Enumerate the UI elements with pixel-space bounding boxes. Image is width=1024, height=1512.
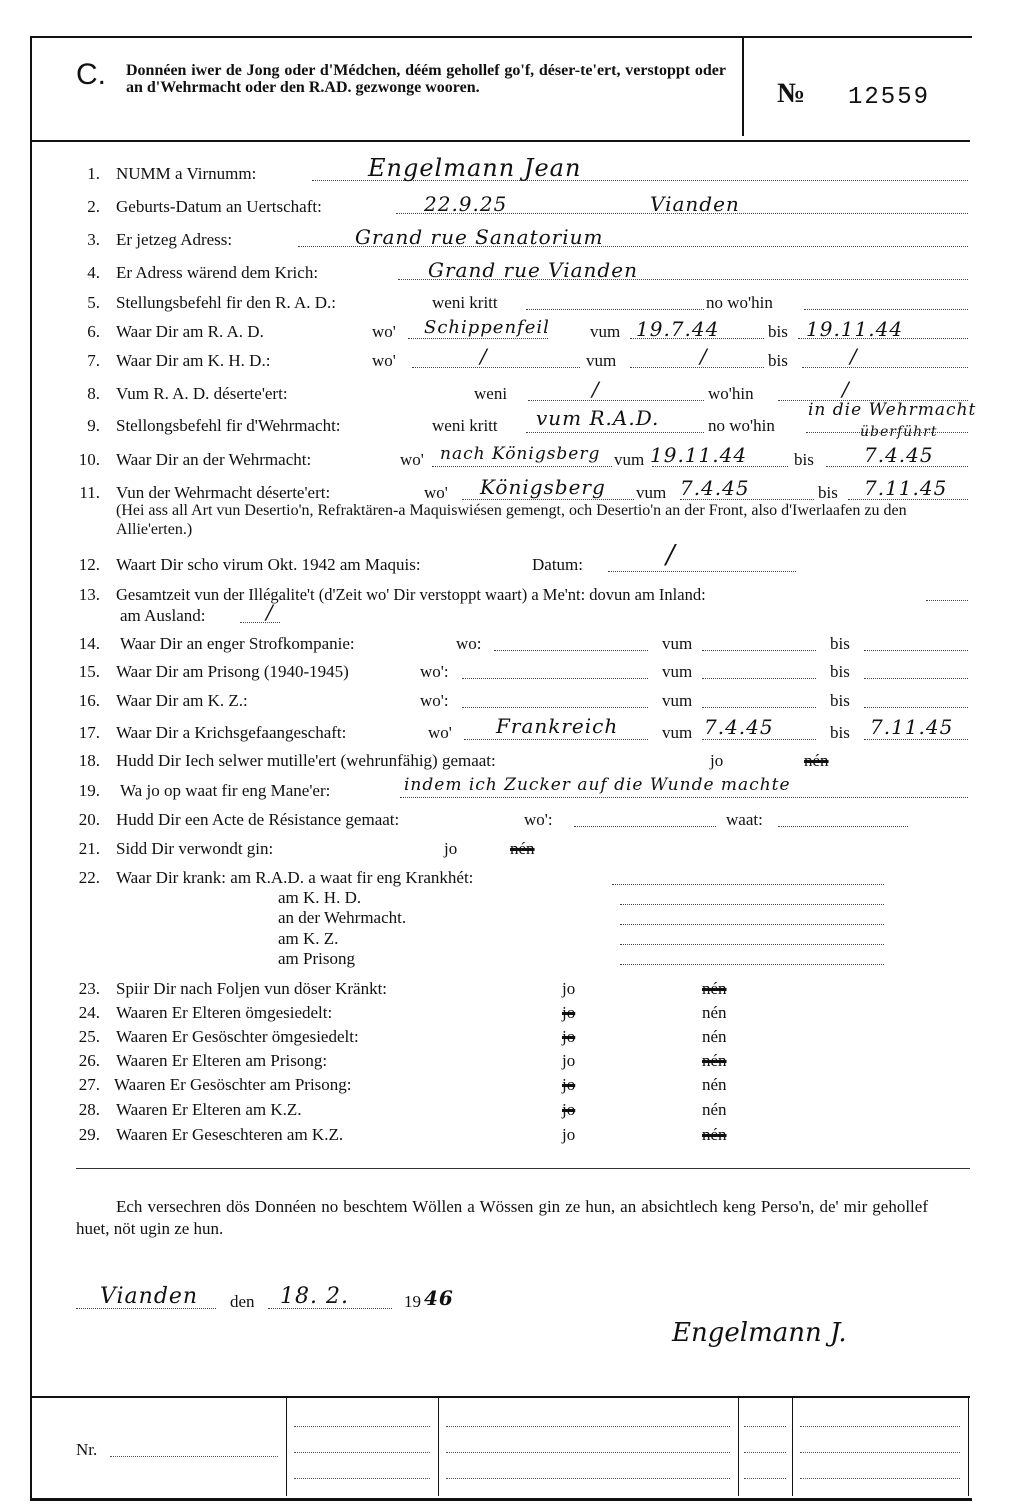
field-label: Waar Dir an enger Strofkompanie: bbox=[120, 634, 355, 653]
fill-line bbox=[294, 1426, 430, 1427]
no-option[interactable]: nén bbox=[702, 1100, 727, 1119]
rad-where-value[interactable]: Schippenfeil bbox=[424, 317, 550, 338]
field-label: Sidd Dir verwondt gin: bbox=[116, 839, 274, 858]
date-value[interactable]: 18. 2. bbox=[280, 1284, 349, 1309]
rad-to-value[interactable]: 19.11.44 bbox=[806, 317, 904, 341]
pow-from-value[interactable]: 7.4.45 bbox=[704, 715, 774, 739]
row-number: 4. bbox=[87, 263, 100, 282]
fill-line bbox=[400, 797, 968, 798]
note-text: (Hei ass all Art vun Desertio'n, Refraktären-a Maquiswiésen gemengt, och Desertio'n an der Front, also d'Iwerlaafen zu den Allie'erten.) bbox=[116, 502, 907, 538]
field-label: Waaren Er Elteren am K.Z. bbox=[116, 1100, 302, 1119]
fill-line bbox=[574, 826, 716, 827]
field-sublabel: vum bbox=[586, 351, 617, 370]
row-number: 20. bbox=[78, 810, 100, 829]
fill-line bbox=[240, 622, 280, 623]
field-sublabel: vum bbox=[662, 691, 693, 710]
table-divider bbox=[792, 1398, 793, 1496]
header-rule bbox=[32, 140, 970, 142]
field-label: Waar Dir krank: am R.A.D. a waat fir eng Krankhét: bbox=[116, 868, 474, 887]
field-label-address: Er jetzeg Adress: bbox=[116, 230, 233, 249]
fill-line bbox=[744, 1452, 786, 1453]
fill-line bbox=[294, 1478, 430, 1479]
table-divider bbox=[286, 1398, 287, 1496]
fill-line bbox=[412, 367, 580, 368]
fill-line bbox=[778, 826, 908, 827]
desert-where-value[interactable]: / bbox=[842, 377, 850, 401]
year-suffix[interactable]: 46 bbox=[424, 1286, 454, 1310]
khd-to-value[interactable]: / bbox=[850, 344, 858, 368]
field-sublabel: an der Wehrmacht. bbox=[278, 908, 407, 927]
year-prefix: 19 bbox=[404, 1292, 421, 1311]
field-sublabel: vum bbox=[636, 483, 667, 502]
fill-line bbox=[110, 1456, 278, 1457]
row-number: 17. bbox=[78, 723, 100, 742]
field-label: Waaren Er Geseschteren am K.Z. bbox=[116, 1125, 344, 1144]
fill-line bbox=[620, 924, 884, 925]
field-sublabel: vum bbox=[614, 450, 645, 469]
field-sublabel: wo: bbox=[456, 634, 482, 653]
abroad-value[interactable]: / bbox=[266, 600, 274, 624]
field-sublabel: am K. Z. bbox=[278, 929, 339, 948]
field-sublabel: vum bbox=[662, 634, 693, 653]
fill-line bbox=[620, 904, 884, 905]
name-value[interactable]: Engelmann Jean bbox=[368, 154, 582, 182]
field-sublabel: bis bbox=[830, 662, 850, 681]
field-sublabel: am Prisong bbox=[278, 949, 355, 968]
separator-rule bbox=[76, 1168, 970, 1169]
field-sublabel: wo' bbox=[428, 723, 452, 742]
field-sublabel: bis bbox=[768, 322, 788, 341]
field-label-war-address: Er Adress wärend dem Krich: bbox=[116, 263, 319, 282]
row-number: 5. bbox=[87, 293, 100, 312]
field-sublabel: wo': bbox=[524, 810, 553, 829]
fill-line bbox=[804, 309, 968, 310]
fill-line bbox=[620, 944, 884, 945]
fill-line bbox=[744, 1426, 786, 1427]
row-number: 19. bbox=[78, 781, 100, 800]
field-sublabel: am Ausland: bbox=[120, 606, 206, 625]
wehrmacht-from-value[interactable]: 19.11.44 bbox=[650, 443, 748, 467]
number-label: № bbox=[777, 78, 806, 109]
field-label: Hudd Dir een Acte de Résistance gemaat: bbox=[116, 810, 400, 829]
field-sublabel: weni bbox=[474, 384, 508, 403]
place-value[interactable]: Vianden bbox=[100, 1284, 199, 1309]
field-sublabel: wo' bbox=[372, 351, 396, 370]
row-number: 29. bbox=[78, 1125, 100, 1144]
field-sublabel: bis bbox=[830, 723, 850, 742]
row-number: 12. bbox=[78, 555, 100, 574]
yes-option[interactable]: jo bbox=[562, 1100, 576, 1119]
rad-from-value[interactable]: 19.7.44 bbox=[636, 317, 720, 341]
field-label: Waar Dir am K. Z.: bbox=[116, 691, 248, 710]
field-sublabel: wo' bbox=[400, 450, 424, 469]
field-label-name: NUMM a Virnumm: bbox=[116, 164, 257, 183]
fill-line bbox=[528, 400, 704, 401]
field-label: Gesamtzeit vun der Illégalite't (d'Zeit wo' Dir verstoppt waart) a Me'nt: dovun am Inland: bbox=[116, 585, 706, 604]
wehrmacht-where-value[interactable]: nach Königsberg bbox=[440, 444, 601, 464]
no-option[interactable]: nén bbox=[510, 839, 535, 858]
den-label: den bbox=[230, 1292, 255, 1311]
fill-line bbox=[526, 309, 704, 310]
row-number: 3. bbox=[87, 230, 100, 249]
field-label: Waaren Er Gesöschter am Prisong: bbox=[114, 1075, 352, 1094]
field-sublabel: wo' bbox=[424, 483, 448, 502]
yes-option[interactable]: jo bbox=[562, 1125, 576, 1144]
field-label-birth: Geburts-Datum an Uertschaft: bbox=[116, 197, 322, 216]
fill-line bbox=[432, 466, 612, 467]
field-sublabel: wo'hin bbox=[708, 384, 754, 403]
field-label: Stellungsbefehl fir den R. A. D.: bbox=[116, 293, 337, 312]
field-sublabel: wo' bbox=[372, 322, 396, 341]
desert-wm-to-value[interactable]: 7.11.45 bbox=[864, 476, 948, 500]
row-number: 28. bbox=[78, 1100, 100, 1119]
section-title: Donnéen iwer de Jong oder d'Médchen, déém gehollef go'f, déser-te'ert, verstoppt oder an d'Wehrmacht oder den R.AD. gezwonge wooren. bbox=[126, 62, 726, 96]
field-label: Waar Dir am Prisong (1940-1945) bbox=[116, 662, 349, 681]
nr-label: Nr. bbox=[76, 1440, 98, 1459]
number-value: 12559 bbox=[848, 84, 931, 111]
field-sublabel: vum bbox=[590, 322, 621, 341]
row-number: 11. bbox=[79, 483, 100, 502]
row-number: 23. bbox=[78, 979, 100, 998]
row-number: 13. bbox=[78, 585, 100, 604]
field-sublabel: weni kritt bbox=[432, 293, 498, 312]
fill-line bbox=[526, 432, 704, 433]
field-sublabel: vum bbox=[662, 723, 693, 742]
fill-line bbox=[702, 739, 816, 740]
table-divider bbox=[738, 1398, 739, 1496]
yes-option[interactable]: jo bbox=[710, 751, 724, 770]
row-number: 22. bbox=[78, 868, 100, 887]
no-option[interactable]: nén bbox=[702, 1003, 727, 1022]
row-number: 2. bbox=[87, 197, 100, 216]
fill-line bbox=[802, 367, 968, 368]
wehrmacht-note-value[interactable]: überführt bbox=[860, 424, 938, 440]
maquis-date-value[interactable]: / bbox=[666, 540, 676, 570]
fill-line bbox=[494, 650, 648, 651]
fill-line bbox=[620, 964, 884, 965]
footer-table-top bbox=[32, 1396, 970, 1398]
fill-line bbox=[800, 1426, 960, 1427]
desert-wm-where-value[interactable]: Königsberg bbox=[480, 475, 606, 499]
yes-option[interactable]: jo bbox=[562, 1003, 576, 1022]
field-label: Waar Dir a Krichsgefaangeschaft: bbox=[116, 723, 347, 742]
field-label: Waar Dir am K. H. D.: bbox=[116, 351, 271, 370]
row-number: 27. bbox=[78, 1075, 100, 1094]
yes-option[interactable]: jo bbox=[562, 979, 576, 998]
field-label: Waart Dir scho virum Okt. 1942 am Maquis: bbox=[116, 555, 421, 574]
field-sublabel: bis bbox=[830, 691, 850, 710]
fill-line bbox=[462, 678, 648, 679]
fill-line bbox=[630, 367, 764, 368]
fill-line bbox=[702, 650, 816, 651]
row-number: 15. bbox=[78, 662, 100, 681]
header-divider bbox=[742, 38, 744, 136]
field-label: Stellongsbefehl fir d'Wehrmacht: bbox=[116, 416, 341, 435]
no-option[interactable]: nén bbox=[702, 1125, 727, 1144]
field-sublabel: Datum: bbox=[532, 555, 583, 574]
fill-line bbox=[864, 678, 968, 679]
field-sublabel: bis bbox=[830, 634, 850, 653]
khd-where-value[interactable]: / bbox=[480, 344, 488, 368]
desert-wm-from-value[interactable]: 7.4.45 bbox=[680, 476, 750, 500]
field-sublabel: weni kritt bbox=[432, 416, 498, 435]
field-label: Vum R. A. D. déserte'ert: bbox=[116, 384, 288, 403]
fill-line bbox=[702, 707, 816, 708]
field-label: Waaren Er Elteren ömgesiedelt: bbox=[116, 1003, 333, 1022]
row-number: 8. bbox=[87, 384, 100, 403]
fill-line bbox=[608, 571, 796, 572]
no-option[interactable]: nén bbox=[804, 751, 829, 770]
no-option[interactable]: nén bbox=[702, 1075, 727, 1094]
field-label: Wa jo op waat fir eng Mane'er: bbox=[120, 781, 331, 800]
wehrmacht-to-value[interactable]: 7.4.45 bbox=[864, 443, 934, 467]
field-sublabel: vum bbox=[662, 662, 693, 681]
no-option[interactable]: nén bbox=[702, 1051, 727, 1070]
current-address-value[interactable]: Grand rue Sanatorium bbox=[355, 225, 604, 249]
field-sublabel: bis bbox=[768, 351, 788, 370]
field-sublabel: wo': bbox=[420, 691, 449, 710]
field-label: Waaren Er Gesöschter ömgesiedelt: bbox=[116, 1027, 359, 1046]
birth-date-value[interactable]: 22.9.25 bbox=[424, 192, 508, 216]
field-label: Waar Dir an der Wehrmacht: bbox=[116, 450, 312, 469]
fill-line bbox=[864, 707, 968, 708]
row-number: 1. bbox=[87, 164, 100, 183]
field-sublabel: no wo'hin bbox=[708, 416, 775, 435]
fill-line bbox=[446, 1478, 730, 1479]
fill-line bbox=[408, 338, 548, 339]
fill-line bbox=[464, 739, 648, 740]
fill-line bbox=[744, 1478, 786, 1479]
row-number: 26. bbox=[78, 1051, 100, 1070]
fill-line bbox=[462, 707, 648, 708]
field-sublabel: waat: bbox=[726, 810, 763, 829]
pow-where-value[interactable]: Frankreich bbox=[496, 714, 619, 738]
field-sublabel: am K. H. D. bbox=[278, 888, 362, 907]
row-number: 9. bbox=[87, 416, 100, 435]
fill-line bbox=[446, 1452, 730, 1453]
table-divider bbox=[438, 1398, 439, 1496]
field-sublabel: bis bbox=[794, 450, 814, 469]
khd-from-value[interactable]: / bbox=[700, 344, 708, 368]
row-number: 25. bbox=[78, 1027, 100, 1046]
no-option[interactable]: nén bbox=[702, 1027, 727, 1046]
fill-line bbox=[446, 1426, 730, 1427]
field-label: Spiir Dir nach Foljen vun döser Kränkt: bbox=[116, 979, 388, 998]
row-number: 24. bbox=[78, 1003, 100, 1022]
pow-to-value[interactable]: 7.11.45 bbox=[870, 715, 954, 739]
fill-line bbox=[800, 1452, 960, 1453]
desert-when-value[interactable]: / bbox=[592, 377, 600, 401]
field-label: Waar Dir am R. A. D. bbox=[116, 322, 264, 341]
yes-option[interactable]: jo bbox=[562, 1075, 576, 1094]
field-label: Hudd Dir Iech selwer mutille'ert (wehrunfähig) gemaat: bbox=[116, 751, 496, 770]
field-sublabel: wo': bbox=[420, 662, 449, 681]
fill-line bbox=[864, 650, 968, 651]
field-sublabel: bis bbox=[818, 483, 838, 502]
no-option[interactable]: nén bbox=[702, 979, 727, 998]
fill-line bbox=[462, 499, 634, 500]
wehrmacht-dest-value[interactable]: in die Wehrmacht bbox=[808, 400, 977, 420]
row-number: 10. bbox=[78, 450, 100, 469]
section-letter: C. bbox=[76, 58, 106, 91]
fill-line bbox=[864, 739, 968, 740]
fill-line bbox=[612, 884, 884, 885]
table-divider bbox=[968, 1398, 969, 1496]
row-number: 14. bbox=[78, 634, 100, 653]
row-number: 7. bbox=[87, 351, 100, 370]
row-number: 6. bbox=[87, 322, 100, 341]
war-address-value[interactable]: Grand rue Vianden bbox=[428, 258, 638, 282]
row-number: 21. bbox=[78, 839, 100, 858]
wehrmacht-order-value[interactable]: vum R.A.D. bbox=[536, 406, 660, 430]
method-value[interactable]: indem ich Zucker auf die Wunde machte bbox=[404, 775, 791, 795]
fill-line bbox=[294, 1452, 430, 1453]
declaration-text: Ech versechren dös Donnéen no beschtem Wöllen a Wössen gin ze hun, an absichtlech keng Perso'n, de' mir gehollef huet, nöt ugin ze hun. bbox=[76, 1197, 928, 1238]
fill-line bbox=[800, 1478, 960, 1479]
row-number: 16. bbox=[78, 691, 100, 710]
fill-line bbox=[926, 600, 968, 601]
field-label: Waaren Er Elteren am Prisong: bbox=[116, 1051, 328, 1070]
yes-option[interactable]: jo bbox=[444, 839, 458, 858]
yes-option[interactable]: jo bbox=[562, 1027, 576, 1046]
yes-option[interactable]: jo bbox=[562, 1051, 576, 1070]
row-number: 18. bbox=[78, 751, 100, 770]
fill-line bbox=[702, 678, 816, 679]
field-sublabel: no wo'hin bbox=[706, 293, 773, 312]
birth-place-value[interactable]: Vianden bbox=[650, 192, 740, 216]
field-label: Vun der Wehrmacht déserte'ert: bbox=[116, 483, 331, 502]
signature: Engelmann J. bbox=[672, 1318, 847, 1348]
